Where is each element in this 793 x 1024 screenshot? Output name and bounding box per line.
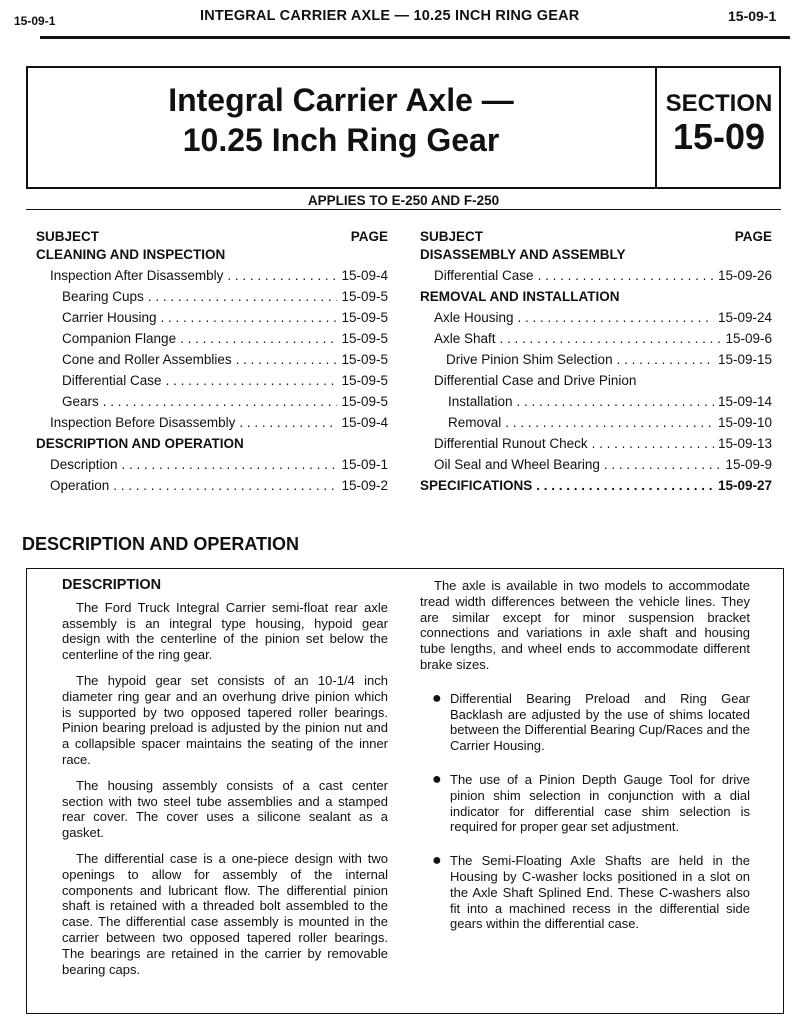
toc-header	[420, 216, 772, 244]
applies-rule	[26, 209, 781, 210]
toc-entry	[420, 454, 772, 475]
toc-entry-label: Inspection Before Disassembly	[50, 415, 236, 430]
paragraph: The hypoid gear set consists of an 10-1/4 inch diameter ring gear and an overhung drive pinion which is supported by two opposed tapered roller bearings. Pinion bearing preload is adjusted by the pinion nut and a collapsible spacer maintains the seating of the inner race.	[62, 672, 388, 767]
description-right-column	[420, 578, 750, 932]
toc-entry-page: 15-09-4	[341, 415, 388, 430]
toc-entry-page: 15-09-14	[717, 394, 772, 409]
toc-entry	[420, 286, 772, 307]
toc-entry-label: Axle Housing	[434, 310, 514, 325]
bullet-text: Differential Bearing Preload and Ring Gear Backlash are adjusted by the use of shims located between the Differential Bearing Cup/Races and the Carrier Housing.	[450, 690, 750, 754]
toc-leader-dots	[517, 391, 714, 412]
toc-entry-label: SPECIFICATIONS	[420, 478, 533, 493]
toc-entry-label: Installation	[448, 394, 513, 409]
toc-entry-page: 15-09-2	[341, 478, 388, 493]
toc-entry	[36, 244, 388, 265]
toc-entry	[420, 349, 772, 370]
section-heading: DESCRIPTION AND OPERATION	[22, 534, 300, 554]
description-left-column	[62, 578, 388, 987]
toc-entry-page: 15-09-27	[717, 478, 772, 493]
toc-entry-label: Description	[50, 457, 118, 472]
toc-entry-page: 15-09-26	[717, 268, 772, 283]
toc-entry-page: 15-09-5	[341, 289, 388, 304]
toc-entry-label: DISASSEMBLY AND ASSEMBLY	[420, 247, 626, 262]
bullet-icon: ●	[432, 852, 442, 870]
toc-leader-dots	[180, 328, 337, 349]
toc-entry	[420, 475, 772, 496]
toc-leader-dots	[161, 307, 338, 328]
toc-leader-dots	[538, 265, 714, 286]
toc-entry	[420, 433, 772, 454]
toc-entry	[420, 307, 772, 328]
toc-leader-dots	[166, 370, 338, 391]
toc-entry	[36, 265, 388, 286]
applies-to: APPLIES TO E-250 AND F-250	[307, 193, 500, 208]
bullet-text: The use of a Pinion Depth Gauge Tool for drive pinion shim selection in conjunction with a dial indicator for differential case shim selection is required for proper gear set adjustment.	[450, 771, 750, 835]
toc-leader-dots	[604, 454, 722, 475]
toc-entry-label: DESCRIPTION AND OPERATION	[36, 436, 244, 451]
bullet-icon: ●	[432, 689, 442, 707]
toc-entry-label: Inspection After Disassembly	[50, 268, 224, 283]
paragraph: The Ford Truck Integral Carrier semi-float rear axle assembly is an integral type housing, hypoid gear design with the centerline of the pinion set below the centerline of the ring gear.	[62, 599, 388, 663]
toc-entry	[420, 370, 772, 391]
toc-entry	[420, 244, 772, 265]
page-number-right: 15-09-1	[728, 8, 777, 24]
section-label: SECTION	[665, 90, 773, 117]
description-heading: DESCRIPTION	[62, 577, 162, 593]
bullet-item	[432, 772, 750, 835]
toc-leader-dots	[113, 475, 337, 496]
toc-leader-dots	[236, 349, 338, 370]
toc-entry-label: Differential Case	[434, 268, 534, 283]
toc-header	[36, 216, 388, 244]
toc-entry-label: Differential Runout Check	[434, 436, 588, 451]
toc-leader-dots	[592, 433, 714, 454]
title-line-1: Integral Carrier Axle —	[168, 82, 514, 118]
toc-entry-page: 15-09-1	[341, 457, 388, 472]
toc-entry	[36, 391, 388, 412]
toc-entry	[36, 349, 388, 370]
toc-entry-label: Operation	[50, 478, 110, 493]
toc-entry	[36, 307, 388, 328]
toc-entry-page: 15-09-5	[341, 394, 388, 409]
page-title	[26, 80, 656, 160]
header-rule	[40, 36, 790, 39]
toc-entry-label: Differential Case and Drive Pinion	[434, 373, 637, 388]
toc-left	[36, 216, 388, 496]
toc-entry-label: Drive Pinion Shim Selection	[446, 352, 613, 367]
toc-entry-label: Companion Flange	[62, 331, 177, 346]
toc-entry	[36, 433, 388, 454]
toc-leader-dots	[505, 412, 714, 433]
toc-entry-page: 15-09-5	[341, 352, 388, 367]
toc-entry	[420, 412, 772, 433]
title-line-2: 10.25 Inch Ring Gear	[182, 122, 500, 158]
toc-leader-dots	[500, 328, 722, 349]
toc-entry	[36, 286, 388, 307]
toc-leader-dots	[536, 475, 714, 496]
toc-entry-label: Cone and Roller Assemblies	[62, 352, 232, 367]
toc-entry-page: 15-09-6	[725, 331, 772, 346]
toc-leader-dots	[148, 286, 338, 307]
bullet-item	[432, 691, 750, 754]
toc-entry-page: 15-09-9	[725, 457, 772, 472]
toc-leader-dots	[227, 265, 337, 286]
toc-entry-label: Gears	[62, 394, 99, 409]
toc-entry	[36, 370, 388, 391]
toc-entry-label: Removal	[448, 415, 502, 430]
toc-entry-page: 15-09-5	[341, 310, 388, 325]
page-header: PAGE	[350, 229, 388, 244]
toc-entry-label: CLEANING AND INSPECTION	[36, 247, 226, 262]
paragraph: The axle is available in two models to accommodate tread width differences between the vehicle lines. They are similar except for minor suspension bracket connections and variations in axle shaft and housing tube lengths, and wheel ends to accommodate different brake sizes.	[420, 578, 750, 672]
toc-entry	[420, 328, 772, 349]
toc-entry-page: 15-09-15	[717, 352, 772, 367]
toc-entry-label: Axle Shaft	[434, 331, 496, 346]
paragraph: The differential case is a one-piece design with two openings to allow for assembly of the internal components and lubricant flow. The differential pinion shaft is retained with a threaded bolt assembled to the case. The differential case assembly is mounted in the carrier between two opposed tapered roller bearings. The bearings are retained in the carrier by removable bearing caps.	[62, 850, 388, 977]
toc-entry	[36, 475, 388, 496]
toc-entry	[36, 328, 388, 349]
toc-entry	[36, 454, 388, 475]
paragraph: The housing assembly consists of a cast center section with two steel tube assemblies and a stamped rear cover. The cover uses a silicone sealant as a gasket.	[62, 777, 388, 841]
toc-entry	[420, 265, 772, 286]
toc-right	[420, 216, 772, 496]
toc-leader-dots	[518, 307, 714, 328]
toc-leader-dots	[239, 412, 337, 433]
running-title: INTEGRAL CARRIER AXLE — 10.25 INCH RING GEAR	[200, 8, 580, 24]
toc-entry-label: Differential Case	[62, 373, 162, 388]
toc-entry-label: Oil Seal and Wheel Bearing	[434, 457, 600, 472]
bullet-item	[432, 853, 750, 932]
bullet-icon: ●	[432, 770, 442, 788]
page-number-left: 15-09-1	[14, 14, 56, 28]
toc-entry-label: REMOVAL AND INSTALLATION	[420, 289, 620, 304]
toc-entry-page: 15-09-13	[717, 436, 772, 451]
toc-entry-label: Bearing Cups	[62, 289, 144, 304]
toc-entry	[36, 412, 388, 433]
toc-leader-dots	[122, 454, 338, 475]
toc-entry-page: 15-09-5	[341, 331, 388, 346]
section-number: 15-09	[672, 116, 766, 157]
toc-entry-page: 15-09-4	[341, 268, 388, 283]
page-header: PAGE	[734, 229, 772, 244]
toc-entry-page: 15-09-24	[717, 310, 772, 325]
bullet-text: The Semi-Floating Axle Shafts are held in the Housing by C-washer locks positioned in a slot on the Axle Shaft Splined End. These C-washers also fit into a machined recess in the differential side gears within the differential case.	[450, 853, 750, 932]
toc-entry	[420, 391, 772, 412]
toc-entry-page: 15-09-10	[717, 415, 772, 430]
subject-header: SUBJECT	[420, 229, 484, 244]
subject-header: SUBJECT	[36, 229, 100, 244]
toc-entry-label: Carrier Housing	[62, 310, 157, 325]
toc-leader-dots	[617, 349, 714, 370]
toc-leader-dots	[103, 391, 338, 412]
toc-entry-page: 15-09-5	[341, 373, 388, 388]
